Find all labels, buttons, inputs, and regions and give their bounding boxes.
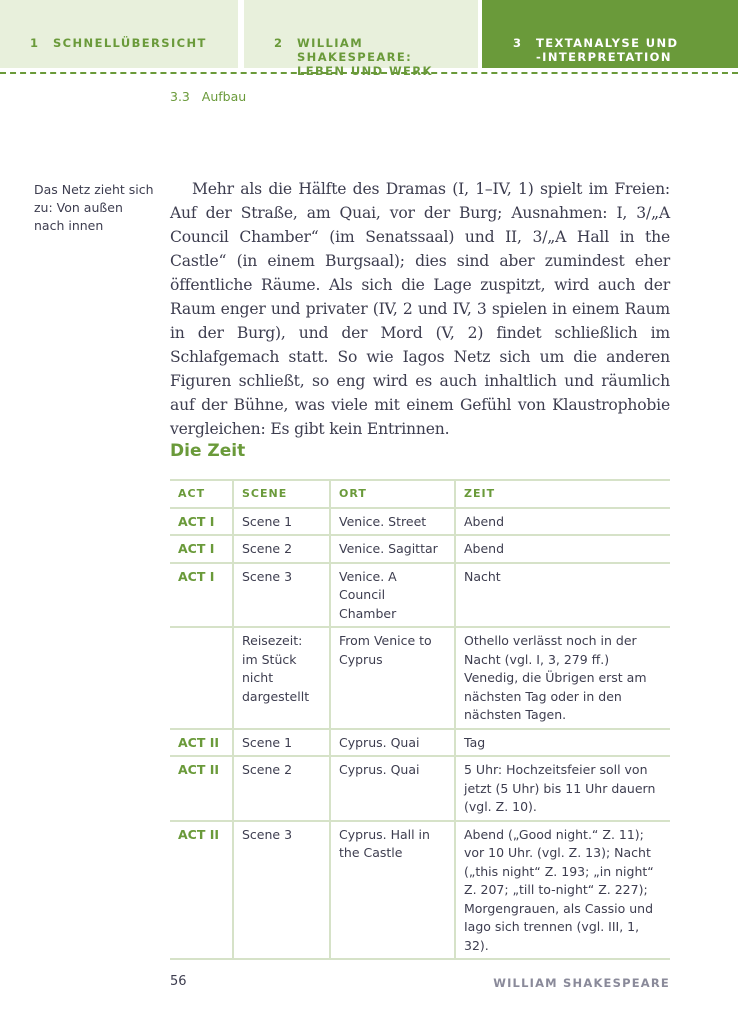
column-header-ort: ORT	[330, 480, 455, 508]
table-row	[170, 756, 670, 821]
cell-zeit: Othello verlässt noch in der Nacht (vgl. I, 3, 279 ff.) Venedig, die Übrigen erst am nächsten Tag oder in den nächsten Tagen.	[455, 627, 670, 729]
table-row	[170, 535, 670, 563]
cell-act: ACT I	[170, 563, 233, 628]
tab-number: 1	[30, 36, 40, 50]
cell-scene: Reisezeit: im Stück nicht dargestellt	[233, 627, 330, 729]
cell-zeit: Nacht	[455, 563, 670, 628]
cell-act: ACT II	[170, 756, 233, 821]
cell-scene: Scene 2	[233, 535, 330, 563]
tab-number: 3	[513, 36, 523, 50]
cell-ort: Venice. Sagittar	[330, 535, 455, 563]
table-row	[170, 821, 670, 960]
header-dashed-rule	[0, 72, 738, 74]
tab-label: TEXTANALYSE UND -INTERPRETATION	[536, 36, 679, 64]
running-footer-title: WILLIAM SHAKESPEARE	[493, 976, 670, 990]
cell-zeit: Abend	[455, 535, 670, 563]
cell-ort: Venice. Street	[330, 508, 455, 536]
tab-chapter-3[interactable]	[482, 0, 738, 68]
cell-scene: Scene 2	[233, 756, 330, 821]
cell-scene: Scene 1	[233, 508, 330, 536]
tab-label: SCHNELLÜBERSICHT	[53, 36, 207, 50]
cell-act: ACT I	[170, 508, 233, 536]
page-number: 56	[170, 974, 187, 989]
column-header-scene: SCENE	[233, 480, 330, 508]
cell-scene: Scene 3	[233, 563, 330, 628]
body-paragraph: Mehr als die Hälfte des Dramas (I, 1–IV, 1) spielt im Freien: Auf der Straße, am Quai, vor der Burg; Ausnahmen: I, 3/„A Council Chamber“ (im Senatssaal) und II, 3/„A Hall in the Castle“ (in einem Burgsaal); dies sind aber zumindest eher öffentliche Räume. Als sich die Lage zuspitzt, wird auch der Raum enger und privater (IV, 2 und IV, 3 spielen in einem Raum in der Burg), und der Mord (V, 2) findet schließlich im Schlafgemach statt. So wie Iagos Netz sich um die anderen Figuren schließt, so eng wird es auch inhaltlich und räumlich auf der Bühne, was viele mit einem Gefühl von Klaustrophobie vergleichen: Es gibt kein Entrinnen.	[170, 180, 670, 438]
cell-ort: Cyprus. Hall in the Castle	[330, 821, 455, 960]
cell-ort: Cyprus. Quai	[330, 729, 455, 757]
table-row	[170, 627, 670, 729]
cell-zeit: Tag	[455, 729, 670, 757]
cell-ort: Cyprus. Quai	[330, 756, 455, 821]
chapter-tab-bar	[0, 0, 738, 78]
section-label: 3.3 Aufbau	[170, 89, 247, 104]
cell-ort: From Venice to Cyprus	[330, 627, 455, 729]
column-header-act: ACT	[170, 480, 233, 508]
cell-zeit: Abend („Good night.“ Z. 11); vor 10 Uhr. (vgl. Z. 13); Nacht („this night“ Z. 193; „in night“ Z. 207; „till to-night“ Z. 227); Morgengrauen, als Cassio und Iago sich trennen (vgl. III, 1, 32).	[455, 821, 670, 960]
tab-chapter-2[interactable]	[244, 0, 478, 78]
margin-note: Das Netz zieht sich zu: Von außen nach innen	[34, 182, 154, 233]
table-header-row	[170, 480, 670, 508]
table-row	[170, 508, 670, 536]
table-row	[170, 729, 670, 757]
section-heading: Die Zeit	[170, 441, 246, 461]
cell-act: ACT II	[170, 729, 233, 757]
table-row	[170, 563, 670, 628]
cell-ort: Venice. A Council Chamber	[330, 563, 455, 628]
cell-zeit: 5 Uhr: Hochzeitsfeier soll von jetzt (5 Uhr) bis 11 Uhr dauern (vgl. Z. 10).	[455, 756, 670, 821]
cell-act: ACT II	[170, 821, 233, 960]
tab-chapter-1[interactable]	[0, 0, 238, 68]
cell-zeit: Abend	[455, 508, 670, 536]
tab-number: 2	[274, 36, 284, 50]
cell-act	[170, 627, 233, 729]
tab-label: WILLIAM SHAKESPEARE: LEBEN UND WERK	[297, 36, 433, 78]
time-table	[170, 480, 670, 960]
column-header-zeit: ZEIT	[455, 480, 670, 508]
cell-scene: Scene 3	[233, 821, 330, 960]
cell-act: ACT I	[170, 535, 233, 563]
cell-scene: Scene 1	[233, 729, 330, 757]
